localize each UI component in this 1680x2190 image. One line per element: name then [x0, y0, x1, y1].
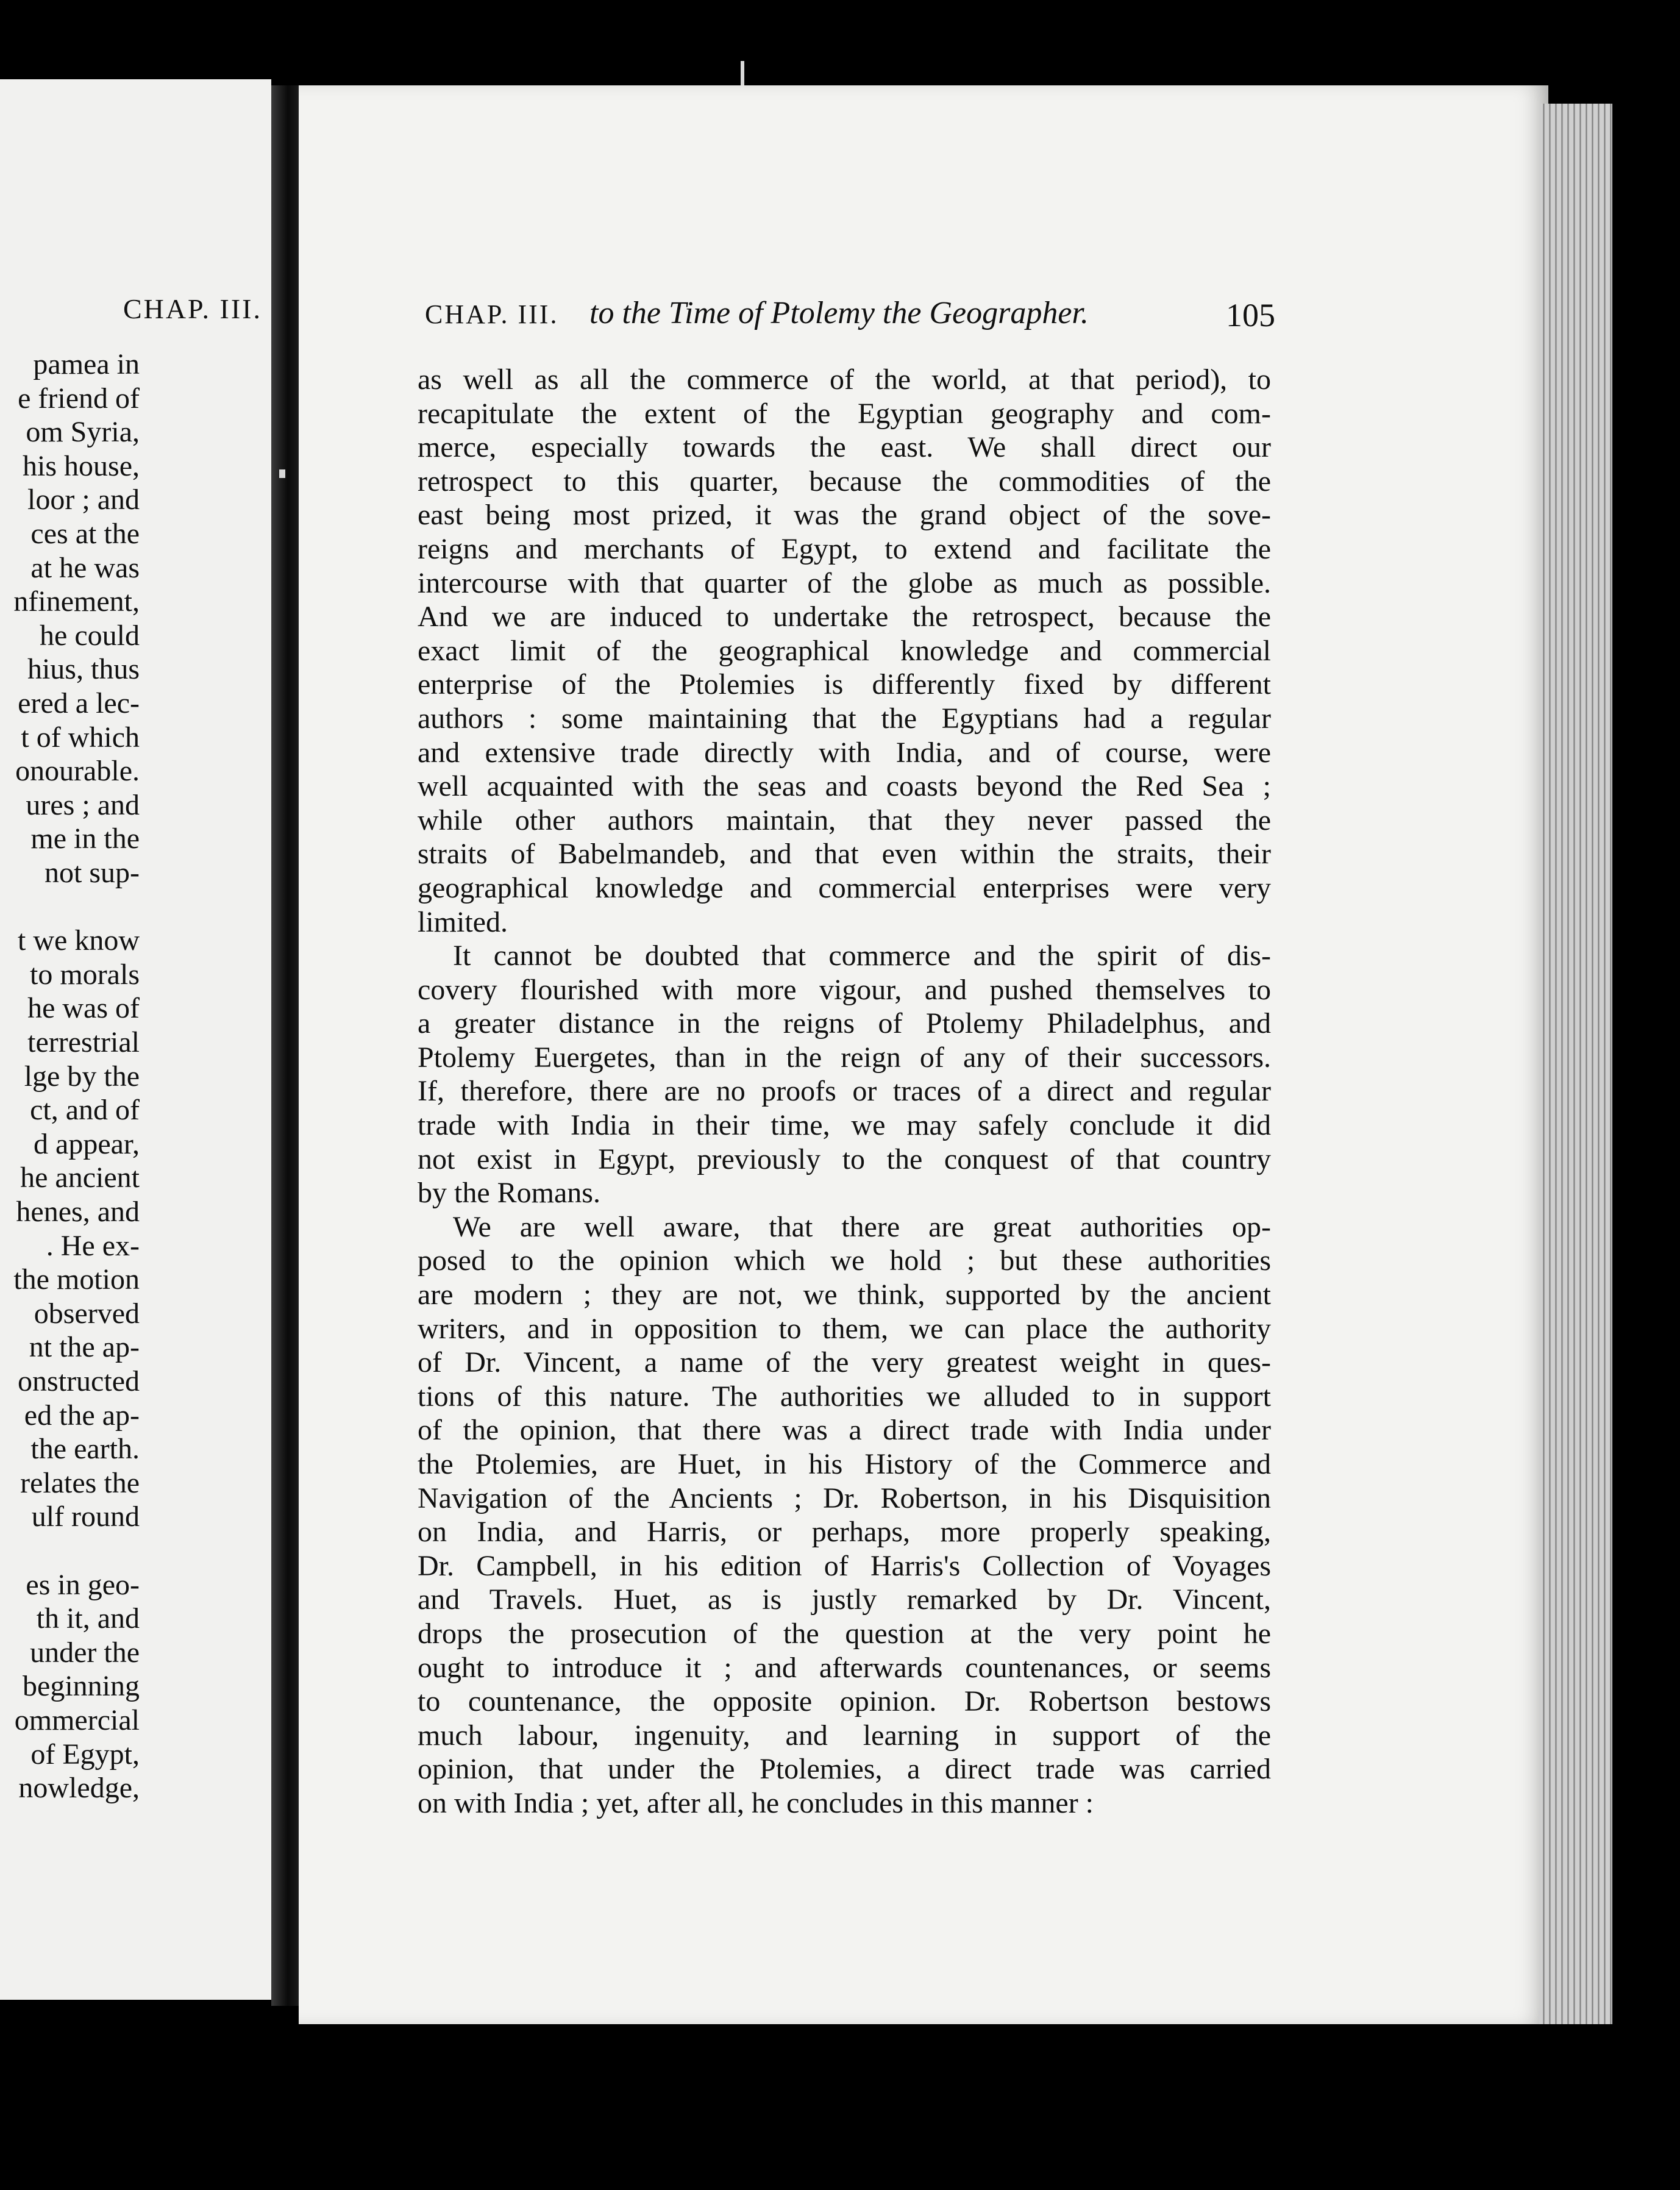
left-text-line: he ancient [20, 1161, 140, 1194]
left-text-line: of Egypt, [30, 1738, 140, 1771]
left-text-line: he could [40, 619, 140, 652]
left-running-head: CHAP. III. [123, 293, 262, 324]
left-text-line: his house, [23, 449, 140, 482]
left-text-line: t we know [18, 924, 140, 957]
text-line: of Dr. Vincent, a name of the very greatest weight in ques- [418, 1346, 1271, 1379]
left-text-line: t of which [21, 721, 140, 754]
left-text-line: d appear, [34, 1127, 140, 1160]
text-line: and Travels. Huet, as is justly remarked by Dr. Vincent, [418, 1583, 1271, 1616]
text-line: of the opinion, that there was a direct trade with India under [418, 1414, 1271, 1447]
left-text-line: he was of [27, 992, 140, 1025]
text-line: while other authors maintain, that they never passed the [418, 804, 1271, 836]
left-text-line: at he was [30, 551, 140, 584]
text-line: And we are induced to undertake the retrospect, because the [418, 601, 1271, 633]
text-line: ought to introduce it ; and afterwards countenances, or seems [418, 1651, 1271, 1684]
text-line: merce, especially towards the east. We shall direct our [418, 431, 1271, 464]
page-edges [1539, 104, 1612, 2024]
left-text-line: under the [30, 1636, 140, 1669]
text-line: the Ptolemies, are Huet, in his History of the Commerce and [418, 1448, 1271, 1480]
left-text-line: nfinement, [13, 585, 140, 618]
book-gutter [271, 85, 299, 2006]
left-text-line: hius, thus [27, 653, 140, 686]
text-line: not exist in Egypt, previously to the conquest of that country [418, 1143, 1271, 1175]
text-line: drops the prosecution of the question at the very point he [418, 1617, 1271, 1650]
left-text-line: the earth. [30, 1433, 140, 1466]
left-text-line: es in geo- [26, 1568, 140, 1601]
left-text-line: loor ; and [27, 483, 140, 516]
left-text-line: ces at the [30, 518, 140, 550]
text-line: intercourse with that quarter of the globe as much as possible. [418, 566, 1271, 599]
text-line: reigns and merchants of Egypt, to extend and facilitate the [418, 532, 1271, 565]
left-text-line: ommercial [14, 1704, 140, 1736]
left-text-line: ures ; and [26, 788, 140, 821]
left-text-line: onstructed [18, 1365, 140, 1397]
text-line: geographical knowledge and commercial enterprises were very [418, 871, 1271, 904]
text-line: limited. [418, 905, 508, 938]
left-text-line: ct, and of [30, 1094, 140, 1127]
text-line: by the Romans. [418, 1177, 600, 1210]
chapter-label: CHAP. III. [425, 299, 559, 329]
text-line: straits of Babelmandeb, and that even within the straits, their [418, 838, 1271, 871]
left-text-line: lge by the [24, 1060, 140, 1093]
left-text-line: e friend of [18, 382, 140, 415]
running-title: to the Time of Ptolemy the Geographer. [589, 296, 1089, 330]
text-line: covery flourished with more vigour, and pushed themselves to [418, 973, 1271, 1006]
body-text [418, 363, 1271, 1821]
scan-artifact [741, 61, 744, 85]
text-line: are modern ; they are not, we think, supported by the ancient [418, 1279, 1271, 1311]
text-line: on India, and Harris, or perhaps, more properly speaking, [418, 1516, 1271, 1549]
left-text-line: not sup- [44, 857, 140, 889]
text-line: retrospect to this quarter, because the commodities of the [418, 465, 1271, 498]
text-line: We are well aware, that there are great authorities op- [453, 1210, 1271, 1243]
text-line: on with India ; yet, after all, he concludes in this manner : [418, 1786, 1094, 1819]
left-text-line: observed [34, 1297, 140, 1330]
text-line: and extensive trade directly with India, and of course, were [418, 736, 1271, 769]
text-line: much labour, ingenuity, and learning in support of the [418, 1719, 1271, 1752]
left-text-line: nt the ap- [29, 1331, 140, 1364]
text-line: tions of this nature. The authorities we alluded to in support [418, 1380, 1271, 1413]
scan-artifact [279, 469, 285, 478]
text-line: Dr. Campbell, in his edition of Harris's Collection of Voyages [418, 1549, 1271, 1582]
text-line: opinion, that under the Ptolemies, a direct trade was carried [418, 1753, 1271, 1786]
left-text-line: the motion [13, 1263, 140, 1296]
text-line: It cannot be doubted that commerce and the spirit of dis- [453, 940, 1271, 972]
left-text-line: th it, and [36, 1602, 140, 1635]
left-text-line: beginning [23, 1670, 140, 1703]
left-page-fragment [0, 79, 271, 2000]
text-line: If, therefore, there are no proofs or traces of a direct and regular [418, 1075, 1271, 1108]
text-line: as well as all the commerce of the world, at that period), to [418, 363, 1271, 396]
left-text-line: ed the ap- [24, 1399, 140, 1432]
text-line: posed to the opinion which we hold ; but these authorities [418, 1244, 1271, 1277]
text-line: east being most prized, it was the grand object of the sove- [418, 499, 1271, 532]
left-text-line: pamea in [33, 348, 140, 380]
left-text-line: henes, and [16, 1196, 140, 1228]
left-text-line: me in the [30, 822, 140, 855]
text-line: trade with India in their time, we may safely conclude it did [418, 1109, 1271, 1142]
page-number: 105 [1226, 297, 1275, 333]
text-line: authors : some maintaining that the Egyptians had a regular [418, 702, 1271, 735]
text-line: a greater distance in the reigns of Ptolemy Philadelphus, and [418, 1007, 1271, 1040]
text-line: Navigation of the Ancients ; Dr. Robertson, in his Disquisition [418, 1482, 1271, 1514]
left-text-line: to morals [30, 958, 140, 991]
running-head [425, 296, 1275, 341]
left-text-line: ered a lec- [18, 687, 140, 719]
text-line: Ptolemy Euergetes, than in the reign of any of their successors. [418, 1041, 1271, 1074]
left-text-line: . He ex- [46, 1229, 140, 1262]
text-line: exact limit of the geographical knowledge and commercial [418, 634, 1271, 667]
text-line: enterprise of the Ptolemies is differently fixed by different [418, 668, 1271, 701]
left-text-line: relates the [20, 1466, 140, 1499]
text-line: recapitulate the extent of the Egyptian geography and com- [418, 397, 1271, 430]
left-text-line: nowledge, [18, 1772, 140, 1805]
text-line: writers, and in opposition to them, we can place the authority [418, 1312, 1271, 1345]
left-text-line: om Syria, [26, 416, 140, 449]
text-line: well acquainted with the seas and coasts beyond the Red Sea ; [418, 770, 1271, 803]
left-text-line: terrestrial [27, 1026, 140, 1058]
left-text-line: onourable. [15, 755, 140, 788]
text-line: to countenance, the opposite opinion. Dr. Robertson bestows [418, 1685, 1271, 1718]
left-text-line: ulf round [31, 1500, 140, 1533]
